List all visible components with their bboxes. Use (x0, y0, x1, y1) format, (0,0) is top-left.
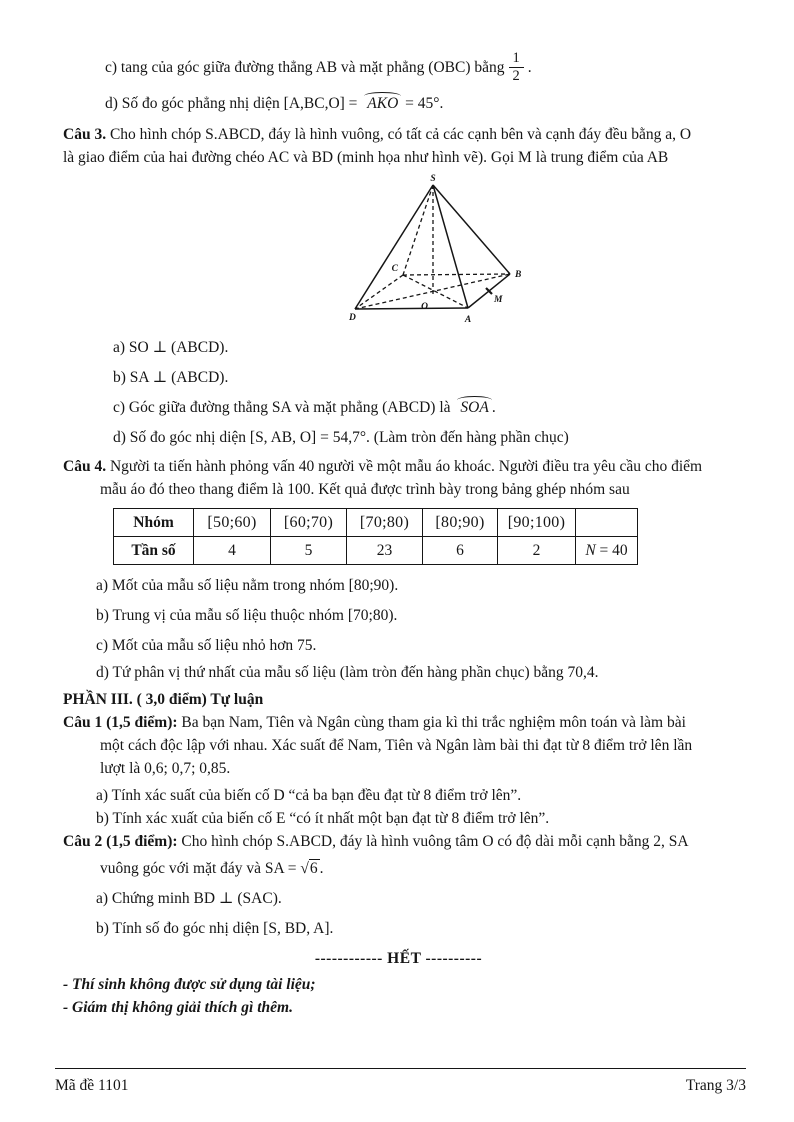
sqrt-icon: √ (300, 860, 309, 877)
vertex-label-B: B (515, 270, 522, 280)
part3-cau2-item-a: a) Chứng minh BD ⊥ (SAC). (96, 890, 282, 907)
group-cell: [80;90) (423, 509, 498, 537)
cau3-intro-line1: Cho hình chóp S.ABCD, đáy là hình vuông, có tất cả các cạnh bên và cạnh đáy đều bằng a, O (109, 126, 692, 143)
freq-cell: 2 (498, 537, 576, 565)
table-row-frequencies (114, 537, 638, 565)
group-cell: [60;70) (271, 509, 347, 537)
prev-item-c-text: c) tang của góc giữa đường thẳng AB và mặt phẳng (OBC) bằng (105, 58, 505, 76)
prev-item-d (63, 92, 734, 115)
fraction-denominator: 2 (512, 67, 520, 84)
vertex-label-S: S (430, 174, 436, 184)
part3-cau1-label: Câu 1 (1,5 điểm): (63, 714, 178, 731)
freq-cell: 5 (271, 537, 347, 565)
group-cell: [70;80) (347, 509, 423, 537)
part3-cau2-intro-line2-text: vuông góc với mặt đáy và SA = (100, 860, 297, 877)
cau3-item-a: a) SO ⊥ (ABCD). (113, 339, 229, 356)
end-of-exam-line: ------------ HẾT ---------- (314, 950, 483, 967)
cau3-item-c-text: c) Góc giữa đường thẳng SA và mặt phẳng (ABCD) là (113, 399, 451, 416)
group-cell-empty (576, 509, 638, 537)
fraction-one-half (509, 50, 524, 85)
cau3-label: Câu 3. (63, 126, 107, 143)
total-variable: N (585, 542, 596, 559)
cau3-intro-line2: là giao điểm của hai đường chéo AC và BD (minh họa như hình vẽ). Gọi M là trung điểm của AB (63, 149, 669, 166)
cau4-item-a: a) Mốt của mẫu số liệu nằm trong nhóm [80;90). (96, 577, 399, 594)
group-row-label: Nhóm (114, 509, 194, 537)
center-label-O: O (421, 302, 428, 312)
edge-SC (403, 185, 433, 275)
pyramid-figure (340, 171, 550, 329)
cau3-item-b: b) SA ⊥ (ABCD). (113, 369, 229, 386)
cau4-label: Câu 4. (63, 458, 107, 475)
total-value: = 40 (599, 542, 628, 559)
part3-cau1-intro-line3: lượt là 0,6; 0,7; 0,85. (100, 760, 231, 777)
edge-CB (403, 274, 510, 275)
cau3-heading (63, 123, 734, 146)
midpoint-label-M: M (494, 295, 503, 305)
part3-cau2-heading (63, 830, 734, 853)
part3-cau1-heading (63, 711, 734, 734)
part3-cau1-item-a: a) Tính xác suất của biến cố D “cả ba bạn đều đạt từ 8 điểm trở lên”. (96, 787, 522, 804)
prev-item-d-text: d) Số đo góc phẳng nhị diện [A,BC,O] = (105, 95, 358, 112)
note-line2: - Giám thị không giải thích gì thêm. (63, 999, 293, 1016)
prev-item-c (63, 44, 734, 90)
page-number: Trang 3/3 (685, 1077, 746, 1094)
cau4-item-d: d) Tứ phân vị thứ nhất của mẫu số liệu (làm tròn đến hàng phần chục) bằng 70,4. (96, 664, 599, 681)
exam-code: Mã đề 1101 (55, 1077, 129, 1094)
vertex-label-C: C (391, 264, 398, 274)
part3-heading: PHẦN III. ( 3,0 điểm) Tự luận (63, 691, 264, 708)
vertex-label-A: A (464, 315, 472, 325)
cau4-item-c: c) Mốt của mẫu số liệu nhỏ hơn 75. (96, 637, 317, 654)
part3-cau1-intro-line2: một cách độc lập với nhau. Xác suất để Nam, Tiên và Ngân làm bài thi đạt từ 8 điểm trở lên lần (100, 737, 693, 754)
cau3-item-c (63, 396, 734, 419)
group-cell: [50;60) (194, 509, 271, 537)
freq-cell: 6 (423, 537, 498, 565)
cau3-item-c-period: . (491, 399, 496, 416)
edge-SB (433, 185, 510, 274)
part3-cau1-item-b: b) Tính xác xuất của biến cố E “có ít nhất một bạn đạt từ 8 điểm trở lên”. (96, 810, 550, 827)
cau4-intro-line1: Người ta tiến hành phỏng vấn 40 người về một mẫu áo khoác. Người điều tra yêu cầu cho điểm (109, 458, 703, 475)
edge-SD (355, 185, 433, 309)
part3-cau2-intro-line1: Cho hình chóp S.ABCD, đáy là hình vuông tâm O có độ dài mỗi cạnh bằng 2, SA (181, 833, 689, 850)
exam-notes (63, 973, 734, 1019)
fraction-numerator: 1 (509, 50, 524, 68)
sqrt-radicand: 6 (309, 860, 318, 877)
prev-item-d-value: = 45°. (405, 95, 444, 112)
cau4-item-b: b) Trung vị của mẫu số liệu thuộc nhóm [70;80). (96, 607, 398, 624)
cau4-heading (63, 455, 734, 478)
total-cell (576, 537, 638, 565)
freq-row-label: Tần số (114, 537, 194, 565)
pyramid-svg (340, 171, 550, 329)
table-row-groups (114, 509, 638, 537)
note-line1: - Thí sinh không được sử dụng tài liệu; (63, 976, 316, 993)
part3-cau2-intro-line2-period: . (319, 860, 324, 877)
prev-item-c-period: . (527, 58, 532, 76)
part3-cau2-item-b: b) Tính số đo góc nhị diện [S, BD, A]. (96, 920, 334, 937)
cau3-item-d: d) Số đo góc nhị diện [S, AB, O] = 54,7°. (Làm tròn đến hàng phần chục) (113, 429, 569, 446)
group-cell: [90;100) (498, 509, 576, 537)
part3-cau2-label: Câu 2 (1,5 điểm): (63, 833, 178, 850)
part3-cau1-intro-line1: Ba bạn Nam, Tiên và Ngân cùng tham gia kì thi trắc nghiệm môn toán và làm bài (181, 714, 686, 731)
cau4-intro-line2: mẫu áo đó theo thang điểm là 100. Kết quả được trình bày trong bảng ghép nhóm sau (100, 481, 630, 498)
frequency-table (113, 508, 638, 565)
angle-SOA: SOA (457, 399, 491, 416)
part3-cau2-intro-line2 (63, 857, 734, 880)
page-footer (55, 1068, 746, 1097)
angle-AKO: AKO (364, 95, 401, 112)
edge-DA (355, 308, 468, 309)
vertex-label-D: D (349, 313, 356, 323)
freq-cell: 4 (194, 537, 271, 565)
diagonal-CA (403, 275, 468, 308)
freq-cell: 23 (347, 537, 423, 565)
